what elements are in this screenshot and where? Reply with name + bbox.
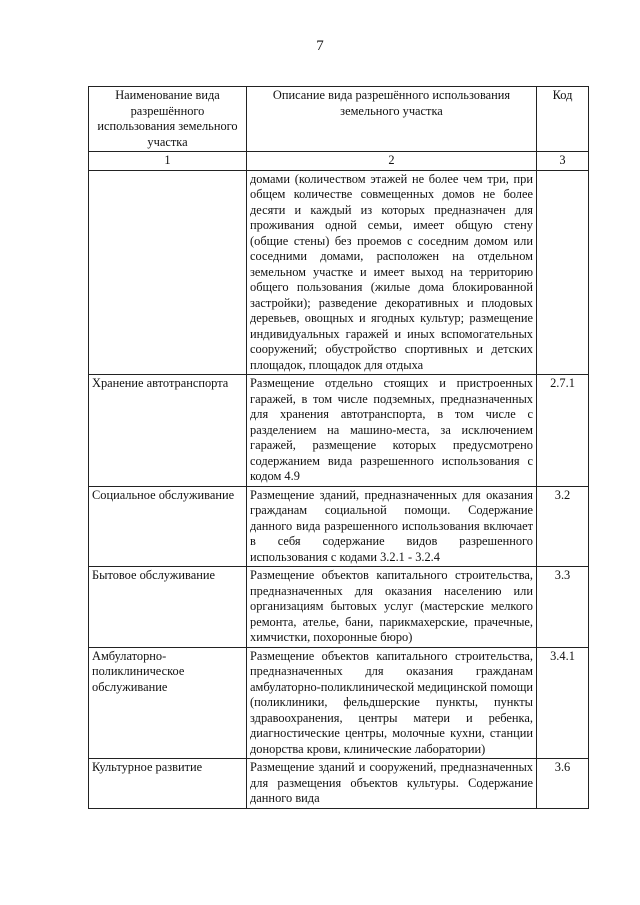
page-number: 7 bbox=[316, 38, 324, 54]
table-row bbox=[89, 375, 589, 487]
table-row bbox=[89, 486, 589, 567]
column-number-3: 3 bbox=[537, 152, 589, 171]
row-name: Социальное обслуживание bbox=[89, 486, 247, 567]
land-use-table bbox=[88, 86, 589, 809]
column-number-1: 1 bbox=[89, 152, 247, 171]
row-description: домами (количеством этажей не более чем три, при общем количестве совмещенных домов не более десяти и каждый из которых предназначен для проживания одной семьи, имеет общую стену (общие стены) без проемов с соседним домом или соседними домами, расположен на отдельном земельном участке и имеет выход на территорию общего пользования (жилые дома блокированной застройки); разведение декоративных и плодовых деревьев, овощных и ягодных культур; размещение индивидуальных гаражей и иных вспомогательных сооружений; обустройство спортивных и детских площадок, площадок для отдыха bbox=[247, 170, 537, 375]
row-name: Бытовое обслуживание bbox=[89, 567, 247, 648]
row-code: 3.4.1 bbox=[537, 647, 589, 759]
row-description: Размещение объектов капитального строительства, предназначенных для оказания гражданам амбулаторно-поликлинической медицинской помощи (поликлиники, фельдшерские пункты, пункты здравоохранения, центры матери и ребенка, диагностические центры, молочные кухни, станции донорства крови, клинические лаборатории) bbox=[247, 647, 537, 759]
row-code: 3.6 bbox=[537, 759, 589, 809]
row-name: Культурное развитие bbox=[89, 759, 247, 809]
row-name bbox=[89, 170, 247, 375]
column-number-2: 2 bbox=[247, 152, 537, 171]
row-name: Амбулаторно-поликлиническое обслуживание bbox=[89, 647, 247, 759]
table-row bbox=[89, 759, 589, 809]
table-row bbox=[89, 567, 589, 648]
row-description: Размещение зданий и сооружений, предназначенных для размещения объектов культуры. Содержание данного вида bbox=[247, 759, 537, 809]
column-number-row bbox=[89, 152, 589, 171]
table-row bbox=[89, 170, 589, 375]
row-description: Размещение объектов капитального строительства, предназначенных для оказания населению или организациям бытовых услуг (мастерские мелкого ремонта, ателье, бани, парикмахерские, прачечные, химчистки, похоронные бюро) bbox=[247, 567, 537, 648]
page-bottom-margin bbox=[0, 891, 640, 905]
row-code: 2.7.1 bbox=[537, 375, 589, 487]
header-name: Наименование вида разрешённого использования земельного участка bbox=[89, 87, 247, 152]
row-description: Размещение отдельно стоящих и пристроенных гаражей, в том числе подземных, предназначенных для хранения автотранспорта, в том числе с разделением на машино-места, за исключением гаражей, размещение которых предусмотрено содержанием вида разрешенного использования с кодом 4.9 bbox=[247, 375, 537, 487]
row-code: 3.2 bbox=[537, 486, 589, 567]
table-row bbox=[89, 647, 589, 759]
row-description: Размещение зданий, предназначенных для оказания гражданам социальной помощи. Содержание данного вида разрешенного использования включает в себя содержание видов разрешенного использования с кодами 3.2.1 - 3.2.4 bbox=[247, 486, 537, 567]
row-name: Хранение автотранспорта bbox=[89, 375, 247, 487]
table-header-row bbox=[89, 87, 589, 152]
header-code: Код bbox=[537, 87, 589, 152]
row-code: 3.3 bbox=[537, 567, 589, 648]
header-description: Описание вида разрешённого использования земельного участка bbox=[247, 87, 537, 152]
row-code bbox=[537, 170, 589, 375]
